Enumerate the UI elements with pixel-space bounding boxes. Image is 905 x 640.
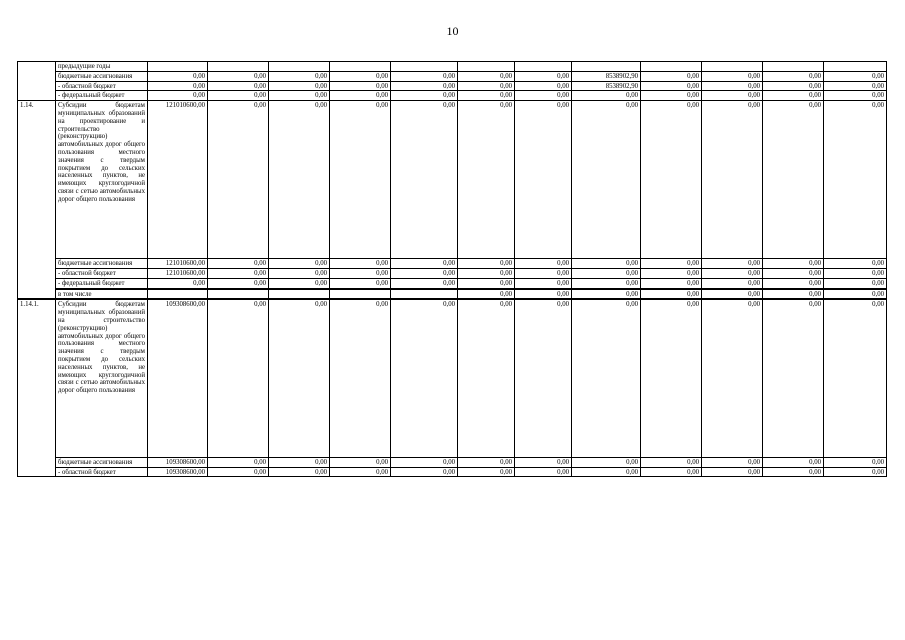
value-cell: 0,00 [824, 259, 887, 269]
row-code-cell: 1.14. [18, 101, 56, 300]
row-name-cell: в том числе [56, 289, 148, 300]
value-cell [702, 62, 763, 72]
value-cell: 8538902,90 [572, 81, 641, 91]
value-cell: 0,00 [824, 457, 887, 467]
value-cell: 0,00 [515, 457, 572, 467]
value-cell: 0,00 [824, 299, 887, 457]
value-cell: 0,00 [641, 278, 702, 288]
table-row [18, 101, 887, 259]
value-cell [458, 62, 515, 72]
value-cell: 0,00 [702, 299, 763, 457]
value-cell: 0,00 [391, 259, 458, 269]
value-cell: 0,00 [391, 278, 458, 288]
value-cell: 0,00 [572, 101, 641, 259]
table-row [18, 457, 887, 467]
value-cell: 0,00 [702, 278, 763, 288]
value-cell: 0,00 [641, 457, 702, 467]
value-cell: 0,00 [824, 467, 887, 477]
value-cell: 121010600,00 [148, 101, 208, 259]
value-cell: 0,00 [458, 457, 515, 467]
value-cell: 0,00 [702, 101, 763, 259]
row-name-cell: Субсидии бюджетам муниципальных образований на строительство (реконструкцию) автомобильных дорог общего пользования местного значения с твердым покрытием до сельских населенных пунктов, не имеющих круглогодичной связи с сетью автомобильных дорог общего пользования [56, 299, 148, 457]
value-cell: 0,00 [269, 299, 330, 457]
value-cell: 0,00 [572, 268, 641, 278]
value-cell: 0,00 [269, 101, 330, 259]
value-cell: 0,00 [330, 81, 391, 91]
value-cell: 0,00 [391, 299, 458, 457]
value-cell: 0,00 [515, 278, 572, 288]
table-row [18, 467, 887, 477]
value-cell: 0,00 [824, 268, 887, 278]
value-cell: 0,00 [391, 268, 458, 278]
row-name-cell: - федеральный бюджет [56, 278, 148, 288]
value-cell: 109308600,00 [148, 457, 208, 467]
row-name-cell: предыдущие годы [56, 62, 148, 72]
value-cell: 0,00 [572, 278, 641, 288]
value-cell: 0,00 [763, 71, 824, 81]
value-cell: 0,00 [269, 259, 330, 269]
value-cell: 0,00 [208, 259, 269, 269]
row-name-cell: бюджетные ассигнования [56, 259, 148, 269]
value-cell [208, 289, 269, 300]
value-cell [641, 62, 702, 72]
value-cell: 0,00 [330, 101, 391, 259]
value-cell: 0,00 [458, 467, 515, 477]
value-cell: 0,00 [269, 278, 330, 288]
value-cell: 0,00 [515, 268, 572, 278]
value-cell: 0,00 [330, 259, 391, 269]
row-name-cell: - областной бюджет [56, 81, 148, 91]
value-cell: 0,00 [572, 289, 641, 300]
value-cell: 0,00 [269, 91, 330, 101]
value-cell: 0,00 [641, 91, 702, 101]
value-cell: 0,00 [763, 91, 824, 101]
value-cell: 0,00 [330, 457, 391, 467]
row-code-cell: 1.14.1. [18, 299, 56, 477]
value-cell: 0,00 [641, 299, 702, 457]
value-cell: 0,00 [515, 71, 572, 81]
value-cell: 0,00 [702, 259, 763, 269]
value-cell: 0,00 [763, 299, 824, 457]
value-cell: 0,00 [208, 71, 269, 81]
value-cell: 8538902,90 [572, 71, 641, 81]
value-cell: 0,00 [572, 91, 641, 101]
row-name-cell: бюджетные ассигнования [56, 457, 148, 467]
row-name-cell: - областной бюджет [56, 467, 148, 477]
value-cell: 0,00 [572, 299, 641, 457]
value-cell: 0,00 [515, 81, 572, 91]
value-cell: 0,00 [572, 467, 641, 477]
value-cell: 0,00 [515, 91, 572, 101]
value-cell: 0,00 [763, 457, 824, 467]
value-cell: 0,00 [763, 289, 824, 300]
value-cell: 0,00 [824, 101, 887, 259]
value-cell: 0,00 [208, 457, 269, 467]
value-cell: 0,00 [458, 71, 515, 81]
value-cell: 0,00 [641, 289, 702, 300]
value-cell: 0,00 [208, 101, 269, 259]
value-cell: 0,00 [702, 467, 763, 477]
value-cell: 0,00 [824, 71, 887, 81]
value-cell: 0,00 [458, 289, 515, 300]
value-cell: 0,00 [702, 268, 763, 278]
value-cell: 0,00 [702, 457, 763, 467]
value-cell: 0,00 [148, 81, 208, 91]
value-cell: 0,00 [330, 71, 391, 81]
value-cell: 0,00 [391, 457, 458, 467]
table-row [18, 289, 887, 300]
value-cell: 0,00 [208, 467, 269, 477]
table-row [18, 91, 887, 101]
value-cell: 0,00 [702, 91, 763, 101]
value-cell: 0,00 [641, 467, 702, 477]
table-row [18, 299, 887, 457]
value-cell: 0,00 [330, 268, 391, 278]
table-row [18, 71, 887, 81]
value-cell: 0,00 [458, 299, 515, 457]
value-cell: 0,00 [458, 268, 515, 278]
value-cell [330, 62, 391, 72]
value-cell: 0,00 [572, 457, 641, 467]
value-cell: 0,00 [824, 289, 887, 300]
value-cell: 0,00 [515, 259, 572, 269]
value-cell: 0,00 [208, 91, 269, 101]
row-name-cell: Субсидии бюджетам муниципальных образований на проектирование и строительство (реконструкцию) автомобильных дорог общего пользования местного значения с твердым покрытием до сельских населенных пунктов, не имеющих круглогодичной связи с сетью автомобильных дорог общего пользования [56, 101, 148, 259]
value-cell: 0,00 [824, 81, 887, 91]
value-cell: 0,00 [391, 81, 458, 91]
value-cell: 0,00 [148, 91, 208, 101]
value-cell: 0,00 [702, 81, 763, 91]
value-cell: 0,00 [763, 101, 824, 259]
value-cell [148, 289, 208, 300]
table-row [18, 268, 887, 278]
value-cell [269, 289, 330, 300]
value-cell: 0,00 [641, 259, 702, 269]
value-cell: 0,00 [391, 467, 458, 477]
value-cell: 0,00 [824, 278, 887, 288]
value-cell [148, 62, 208, 72]
value-cell: 0,00 [515, 101, 572, 259]
value-cell: 0,00 [458, 101, 515, 259]
value-cell: 0,00 [515, 467, 572, 477]
value-cell: 0,00 [330, 299, 391, 457]
page-number: 10 [446, 24, 459, 38]
value-cell: 0,00 [641, 268, 702, 278]
value-cell [515, 62, 572, 72]
row-code-cell [18, 62, 56, 101]
value-cell: 0,00 [641, 81, 702, 91]
value-cell: 121010600,00 [148, 268, 208, 278]
table-row [18, 62, 887, 72]
value-cell: 0,00 [330, 467, 391, 477]
value-cell: 0,00 [148, 71, 208, 81]
value-cell: 0,00 [763, 268, 824, 278]
value-cell [763, 62, 824, 72]
value-cell: 0,00 [763, 278, 824, 288]
row-name-cell: - областной бюджет [56, 268, 148, 278]
value-cell: 0,00 [702, 289, 763, 300]
value-cell: 0,00 [208, 81, 269, 91]
value-cell [572, 62, 641, 72]
value-cell: 0,00 [269, 457, 330, 467]
value-cell: 0,00 [763, 81, 824, 91]
value-cell: 0,00 [824, 91, 887, 101]
value-cell [824, 62, 887, 72]
value-cell: 0,00 [458, 91, 515, 101]
value-cell: 0,00 [572, 259, 641, 269]
value-cell: 0,00 [391, 101, 458, 259]
value-cell: 0,00 [515, 299, 572, 457]
value-cell: 109308600,00 [148, 467, 208, 477]
value-cell: 0,00 [269, 81, 330, 91]
value-cell: 0,00 [208, 278, 269, 288]
value-cell: 0,00 [148, 278, 208, 288]
value-cell: 0,00 [763, 259, 824, 269]
row-name-cell: бюджетные ассигнования [56, 71, 148, 81]
table-body [18, 62, 887, 477]
value-cell: 0,00 [641, 71, 702, 81]
value-cell: 0,00 [458, 278, 515, 288]
value-cell: 109308600,00 [148, 299, 208, 457]
value-cell: 0,00 [269, 467, 330, 477]
value-cell: 0,00 [641, 101, 702, 259]
value-cell [208, 62, 269, 72]
value-cell: 0,00 [269, 268, 330, 278]
value-cell: 0,00 [763, 467, 824, 477]
table-row [18, 259, 887, 269]
value-cell: 0,00 [515, 289, 572, 300]
value-cell: 0,00 [458, 259, 515, 269]
value-cell: 0,00 [269, 71, 330, 81]
value-cell [391, 289, 458, 300]
value-cell: 0,00 [391, 71, 458, 81]
value-cell: 0,00 [330, 91, 391, 101]
value-cell [391, 62, 458, 72]
table-row [18, 278, 887, 288]
value-cell [269, 62, 330, 72]
value-cell: 0,00 [391, 91, 458, 101]
table-row [18, 81, 887, 91]
value-cell: 0,00 [458, 81, 515, 91]
row-name-cell: - федеральный бюджет [56, 91, 148, 101]
value-cell [330, 289, 391, 300]
value-cell: 0,00 [330, 278, 391, 288]
value-cell: 0,00 [208, 299, 269, 457]
budget-table [17, 61, 887, 477]
value-cell: 121010600,00 [148, 259, 208, 269]
value-cell: 0,00 [702, 71, 763, 81]
value-cell: 0,00 [208, 268, 269, 278]
